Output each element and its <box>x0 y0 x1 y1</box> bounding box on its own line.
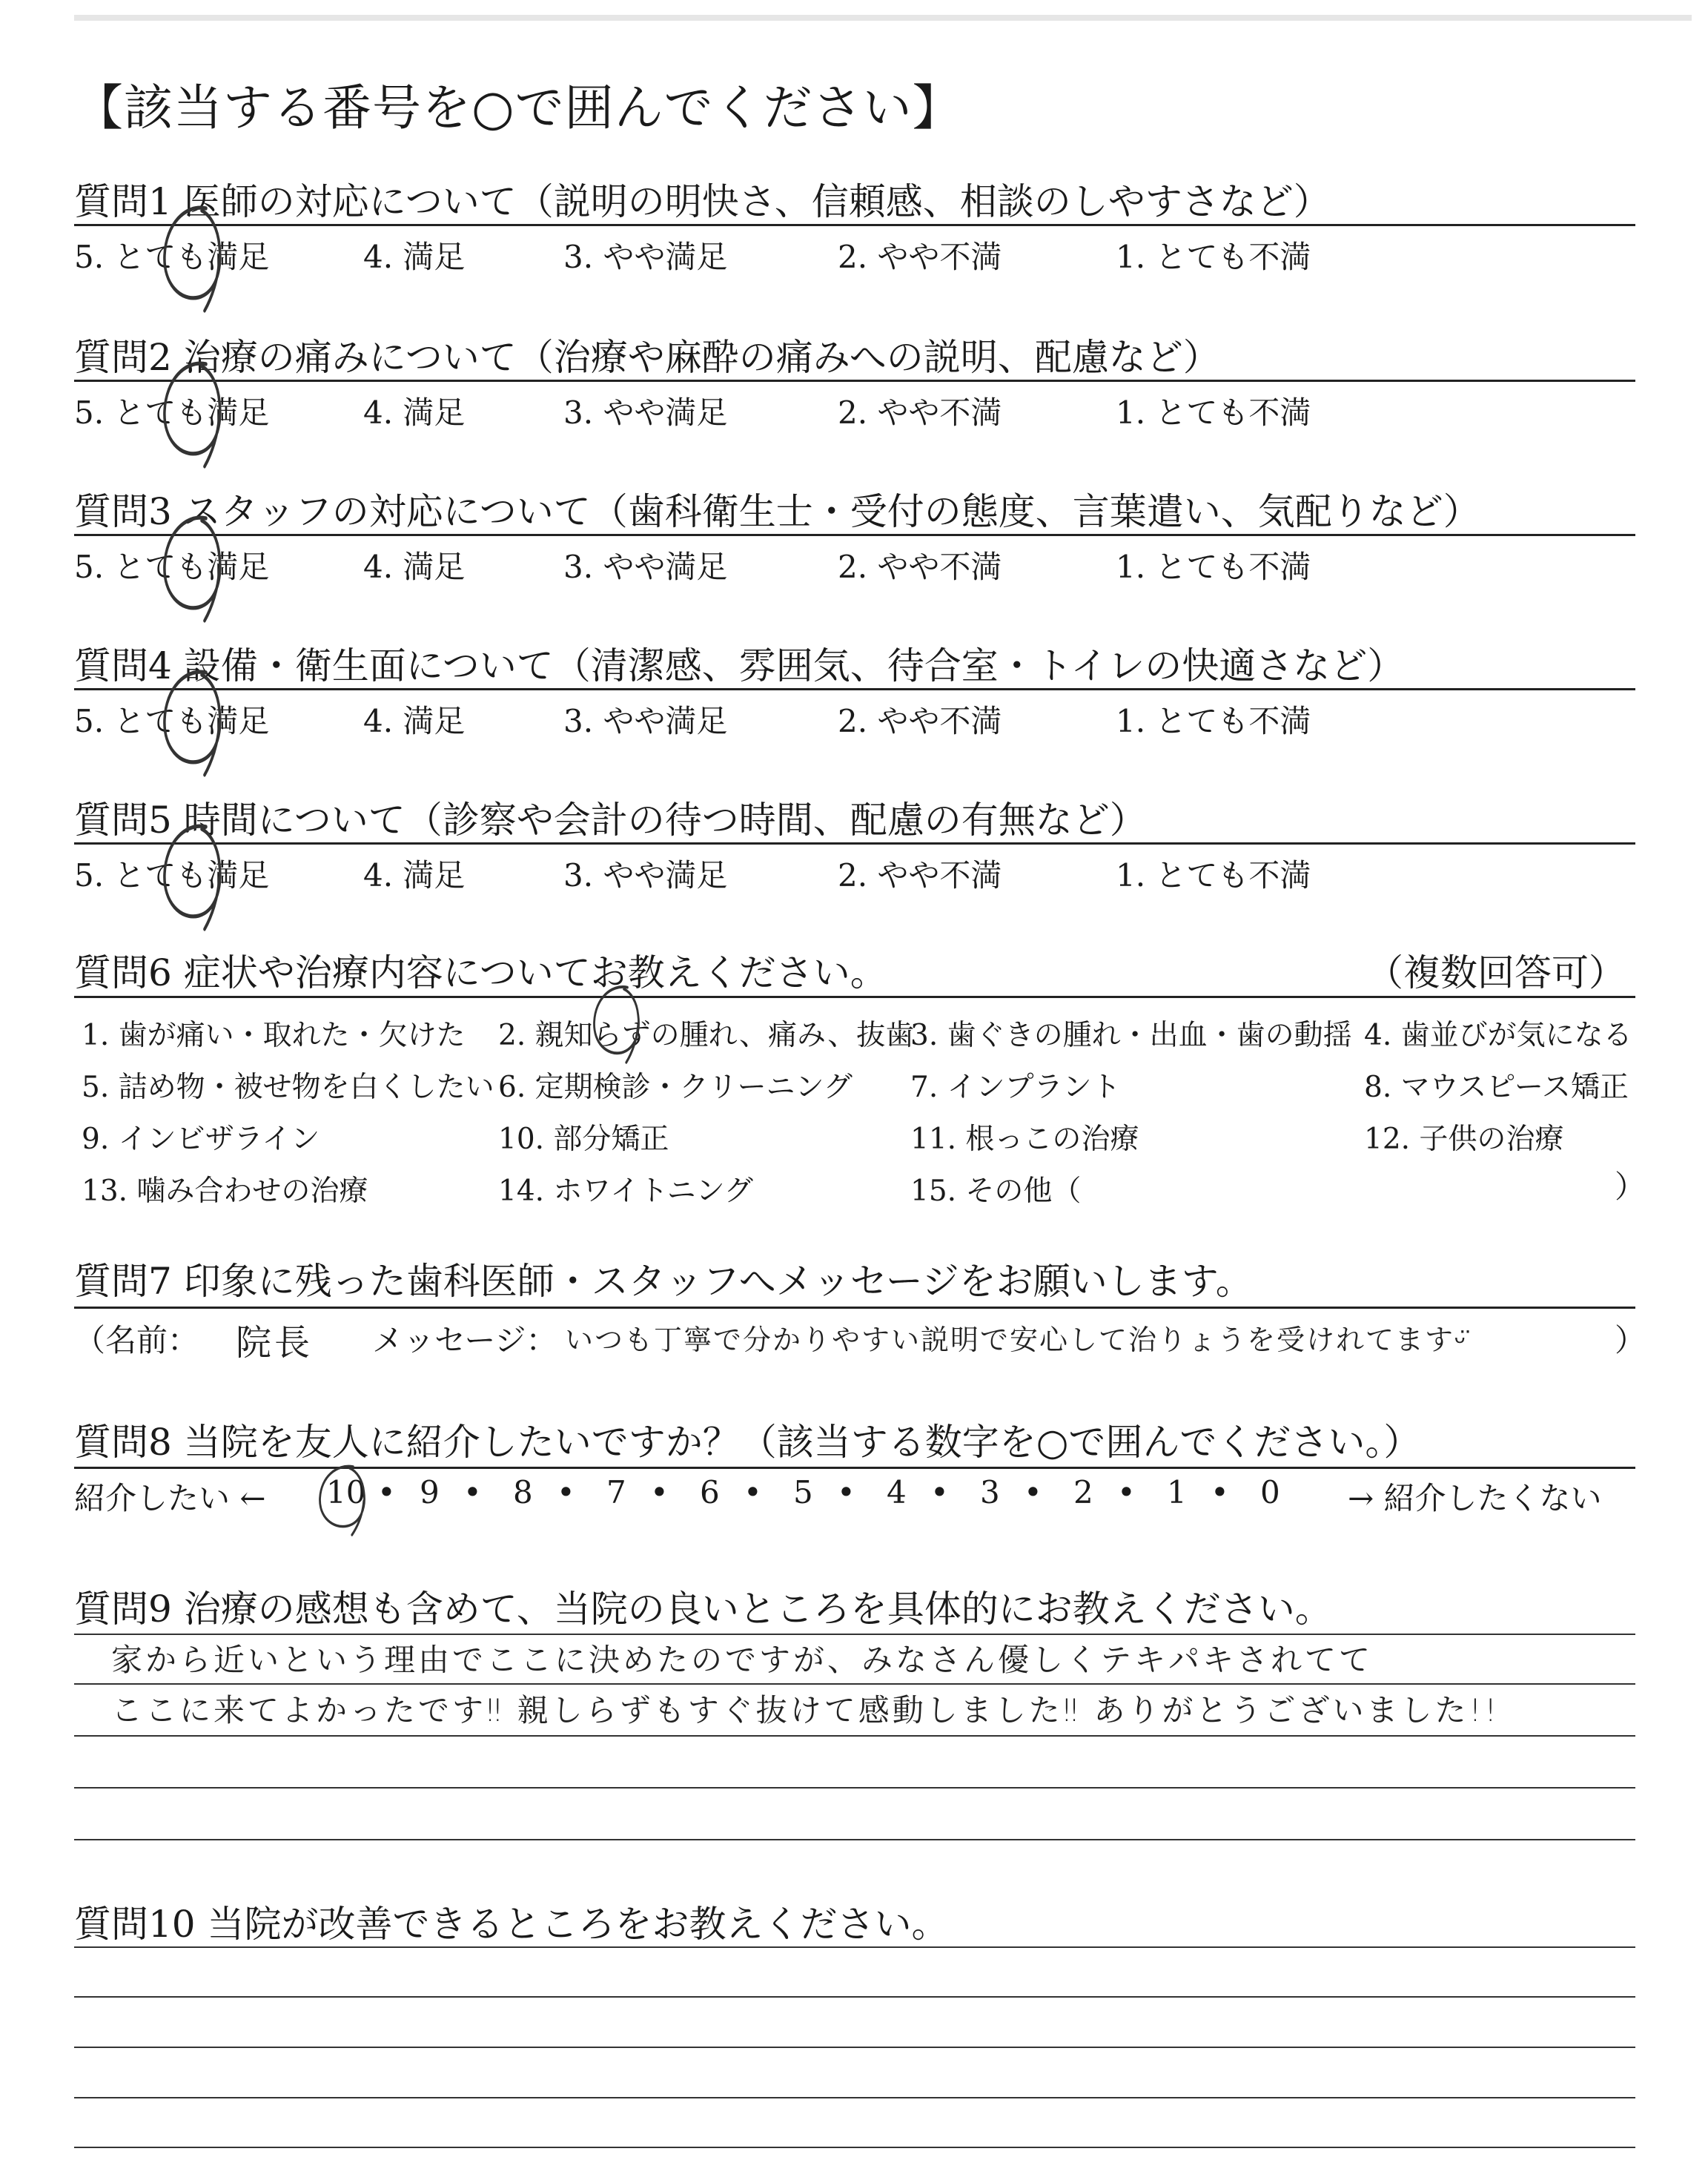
q7-name-value[interactable]: 院長 <box>236 1322 314 1364</box>
q3-option-3[interactable]: 3. やや満足 <box>563 549 728 585</box>
q6-option-14[interactable]: 14. ホワイトニング <box>498 1175 753 1208</box>
q6-other-close: ） <box>1615 1169 1646 1205</box>
q8-left-label: 紹介したい ← <box>74 1480 266 1516</box>
q2-title: 質問2 治療の痛みについて（治療や麻酔の痛みへの説明、配慮など） <box>74 336 1220 379</box>
q4-rule <box>74 688 1635 690</box>
q4-option-4[interactable]: 4. 満足 <box>363 703 466 739</box>
q5-title: 質問5 時間について（診察や会計の待つ時間、配慮の有無など） <box>74 799 1147 842</box>
q9-rule-4 <box>74 1787 1635 1789</box>
q8-scale-dot: • <box>557 1474 575 1510</box>
q6-option-7[interactable]: 7. インプラント <box>910 1071 1121 1104</box>
q6-option-6[interactable]: 6. 定期検診・クリーニング <box>498 1071 853 1104</box>
q4-option-1[interactable]: 1. とても不満 <box>1116 703 1311 739</box>
q1-option-5[interactable]: 5. とても満足 <box>74 239 270 275</box>
q10-rule-1 <box>74 1946 1635 1948</box>
q8-scale-dot: • <box>1024 1474 1042 1510</box>
q8-scale-3[interactable]: 3 <box>980 1474 1000 1510</box>
q6-option-15[interactable]: 15. その他（ <box>910 1175 1082 1208</box>
q1-option-2[interactable]: 2. やや不満 <box>838 239 1002 275</box>
q7-close: ） <box>1615 1322 1646 1358</box>
q5-option-5[interactable]: 5. とても満足 <box>74 857 270 894</box>
q6-option-4[interactable]: 4. 歯並びが気になる <box>1364 1019 1632 1052</box>
q10-title: 質問10 当院が改善できるところをお教えください。 <box>74 1903 949 1946</box>
q8-rule <box>74 1467 1635 1469</box>
q8-scale-7[interactable]: 7 <box>606 1474 626 1510</box>
q3-title: 質問3 スタッフの対応について（歯科衛生士・受付の態度、言葉遣い、気配りなど） <box>74 490 1480 533</box>
q6-option-9[interactable]: 9. インビザライン <box>82 1123 320 1156</box>
q3-rule <box>74 534 1635 536</box>
q2-option-4[interactable]: 4. 満足 <box>363 394 466 431</box>
q6-option-13[interactable]: 13. 噛み合わせの治療 <box>82 1175 368 1208</box>
q5-option-1[interactable]: 1. とても不満 <box>1116 857 1311 894</box>
q9-answer-line-1[interactable]: 家から近いという理由でここに決めたのですが、みなさん優しくテキパキされてて <box>111 1642 1374 1678</box>
q7-name-label: （名前： <box>74 1322 199 1358</box>
q7-message-label: メッセージ： <box>372 1322 557 1358</box>
q2-option-5[interactable]: 5. とても満足 <box>74 394 270 431</box>
q3-option-1[interactable]: 1. とても不満 <box>1116 549 1311 585</box>
q8-scale-dot: • <box>930 1474 949 1510</box>
q1-title: 質問1 医師の対応について（説明の明快さ、信頼感、相談のしやすさなど） <box>74 180 1331 223</box>
q8-scale-5[interactable]: 5 <box>793 1474 813 1510</box>
q10-rule-3 <box>74 2047 1635 2048</box>
q8-scale-dot: • <box>377 1474 396 1510</box>
q8-scale-2[interactable]: 2 <box>1073 1474 1093 1510</box>
q3-option-4[interactable]: 4. 満足 <box>363 549 466 585</box>
q7-rule <box>74 1307 1635 1309</box>
q8-scale-dot: • <box>1117 1474 1136 1510</box>
q9-rule-1 <box>74 1634 1635 1635</box>
q8-scale-dot: • <box>463 1474 482 1510</box>
q8-scale-0[interactable]: 0 <box>1260 1474 1280 1510</box>
q3-option-2[interactable]: 2. やや不満 <box>838 549 1002 585</box>
q8-title: 質問8 当院を友人に紹介したいですか？（該当する数字を○で囲んでください。） <box>74 1421 1421 1464</box>
q8-scale-1[interactable]: 1 <box>1167 1474 1187 1510</box>
q8-scale-10[interactable]: 10 <box>326 1474 366 1510</box>
q6-title: 質問6 症状や治療内容についてお教えください。 <box>74 951 887 994</box>
q8-scale-4[interactable]: 4 <box>887 1474 907 1510</box>
q9-answer-line-2[interactable]: ここに来てよかったです‼ 親しらずもすぐ抜けて感動しました‼ ありがとうございました!! <box>111 1692 1500 1728</box>
q4-option-2[interactable]: 2. やや不満 <box>838 703 1002 739</box>
q8-scale-6[interactable]: 6 <box>700 1474 720 1510</box>
q6-rule <box>74 996 1635 998</box>
q9-rule-2 <box>74 1683 1635 1685</box>
q6-option-3[interactable]: 3. 歯ぐきの腫れ・出血・歯の動揺 <box>910 1019 1352 1052</box>
q4-title: 質問4 設備・衛生面について（清潔感、雰囲気、待合室・トイレの快適さなど） <box>74 644 1405 687</box>
q6-option-12[interactable]: 12. 子供の治療 <box>1364 1123 1564 1156</box>
q8-scale-dot: • <box>837 1474 855 1510</box>
q1-option-4[interactable]: 4. 満足 <box>363 239 466 275</box>
q7-message-value[interactable]: いつも丁寧で分かりやすい説明で安心して治りょうを受けれてますᵕ̈ <box>565 1324 1467 1356</box>
q10-rule-4 <box>74 2097 1635 2098</box>
q6-option-1[interactable]: 1. 歯が痛い・取れた・欠けた <box>82 1019 466 1052</box>
q6-option-11[interactable]: 11. 根っこの治療 <box>910 1123 1139 1156</box>
q1-rule <box>74 224 1635 226</box>
q8-scale-9[interactable]: 9 <box>420 1474 440 1510</box>
q3-option-5[interactable]: 5. とても満足 <box>74 549 270 585</box>
q6-option-8[interactable]: 8. マウスピース矯正 <box>1364 1071 1629 1104</box>
q2-option-3[interactable]: 3. やや満足 <box>563 394 728 431</box>
q6-note: （複数回答可） <box>1366 951 1626 994</box>
q9-title: 質問9 治療の感想も含めて、当院の良いところを具体的にお教えください。 <box>74 1588 1332 1631</box>
q8-scale-dot: • <box>1211 1474 1229 1510</box>
q6-option-10[interactable]: 10. 部分矯正 <box>498 1123 669 1156</box>
q8-scale-dot: • <box>650 1474 669 1510</box>
q8-scale-8[interactable]: 8 <box>513 1474 533 1510</box>
q1-option-1[interactable]: 1. とても不満 <box>1116 239 1311 275</box>
q1-option-3[interactable]: 3. やや満足 <box>563 239 728 275</box>
q4-option-5[interactable]: 5. とても満足 <box>74 703 270 739</box>
q7-title: 質問7 印象に残った歯科医師・スタッフへメッセージをお願いします。 <box>74 1260 1253 1303</box>
q8-right-label: → 紹介したくない <box>1348 1480 1602 1516</box>
q5-option-2[interactable]: 2. やや不満 <box>838 857 1002 894</box>
q6-option-5[interactable]: 5. 詰め物・被せ物を白くしたい <box>82 1071 494 1104</box>
q2-option-2[interactable]: 2. やや不満 <box>838 394 1002 431</box>
q5-option-3[interactable]: 3. やや満足 <box>563 857 728 894</box>
q5-option-4[interactable]: 4. 満足 <box>363 857 466 894</box>
q2-rule <box>74 380 1635 382</box>
scan-edge <box>74 15 1692 21</box>
page-header: 【該当する番号を○で囲んでください】 <box>74 79 962 136</box>
q2-option-1[interactable]: 1. とても不満 <box>1116 394 1311 431</box>
q8-scale-dot: • <box>744 1474 762 1510</box>
q10-rule-5 <box>74 2147 1635 2148</box>
q5-rule <box>74 842 1635 845</box>
q6-option-2[interactable]: 2. 親知らずの腫れ、痛み、抜歯 <box>498 1019 915 1052</box>
q4-option-3[interactable]: 3. やや満足 <box>563 703 728 739</box>
q9-rule-5 <box>74 1839 1635 1840</box>
q10-rule-2 <box>74 1996 1635 1998</box>
q9-rule-3 <box>74 1735 1635 1737</box>
